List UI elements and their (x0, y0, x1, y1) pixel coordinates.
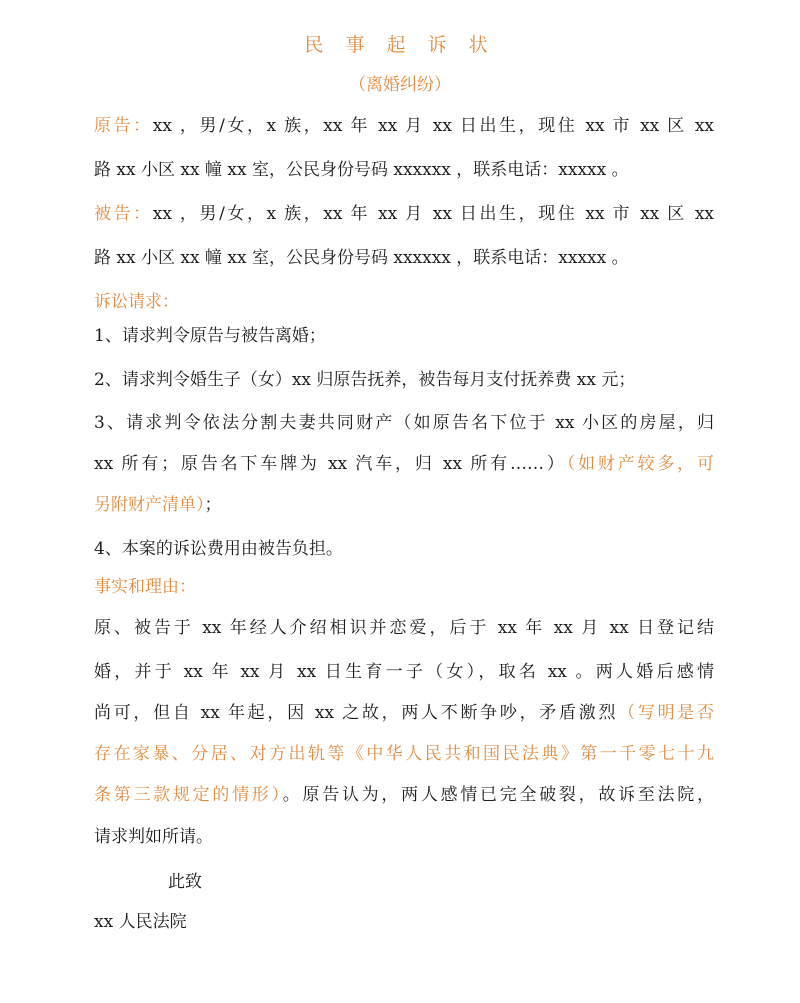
plaintiff-line-1 (94, 114, 714, 138)
facts-heading: 事实和理由： (94, 577, 196, 597)
plaintiff-label: 原告： (94, 116, 153, 136)
facts-line-3-text: 尚可，但自 xx 年起，因 xx 之故，两人不断争吵，矛盾激烈 (94, 703, 619, 723)
defendant-line-2: 路 xx 小区 xx 幢 xx 室，公民身份号码 xxxxxx ，联系电话：xxxxx 。 (94, 248, 629, 268)
facts-line-3 (94, 701, 714, 725)
facts-line-5-text: 。原告认为，两人感情已完全破裂，故诉至法院， (282, 785, 715, 805)
closing-salutation: 此致 (168, 872, 202, 892)
facts-line-2: 婚，并于 xx 年 xx 月 xx 日生育一子（女），取名 xx 。两人婚后感情 (94, 662, 714, 682)
claim-item-3-line-3 (94, 493, 714, 517)
claim-item-3-text: xx 所有；原告名下车牌为 xx 汽车，归 xx 所有……） (94, 454, 567, 474)
document-title: 民 事 起 诉 状 (304, 34, 496, 56)
claims-heading: 诉讼请求： (94, 292, 179, 312)
defendant-line-1 (94, 202, 714, 226)
claim-item-1: 1、请求判令原告与被告离婚； (94, 326, 326, 346)
plaintiff-line-2: 路 xx 小区 xx 幢 xx 室，公民身份号码 xxxxxx ，联系电话：xxxxx 。 (94, 160, 629, 180)
claim-item-4: 4、本案的诉讼费用由被告负担。 (94, 539, 343, 559)
plaintiff-info: xx ，男/女，x 族，xx 年 xx 月 xx 日出生，现住 xx 市 xx 区 xx (152, 116, 714, 136)
claim-item-3-note: （如财产较多，可 (566, 454, 715, 474)
claim-item-3-end: ； (204, 495, 222, 515)
defendant-label: 被告： (94, 204, 153, 224)
document-subtitle: （离婚纠纷） (349, 75, 451, 95)
claim-item-3-line-2 (94, 452, 714, 476)
facts-line-5 (94, 783, 714, 807)
claim-item-3-line-1: 3、请求判令依法分割夫妻共同财产（如原告名下位于 xx 小区的房屋，归 (94, 413, 714, 433)
facts-line-1: 原、被告于 xx 年经人介绍相识并恋爱，后于 xx 年 xx 月 xx 日登记结 (94, 618, 714, 638)
claim-item-3-note-end: 另附财产清单） (94, 495, 205, 515)
facts-line-4: 存在家暴、分居、对方出轨等《中华人民共和国民法典》第一千零七十九 (94, 744, 714, 764)
facts-line-6: 请求判如所请。 (94, 827, 213, 847)
claim-item-2: 2、请求判令婚生子（女）xx 归原告抚养，被告每月支付抚养费 xx 元； (94, 370, 636, 390)
defendant-info: xx ，男/女，x 族，xx 年 xx 月 xx 日出生，现住 xx 市 xx 区 xx (152, 204, 714, 224)
facts-note-end: 条第三款规定的情形） (94, 785, 283, 805)
court-name: xx 人民法院 (94, 912, 187, 932)
facts-note-start: （写明是否 (618, 703, 714, 723)
